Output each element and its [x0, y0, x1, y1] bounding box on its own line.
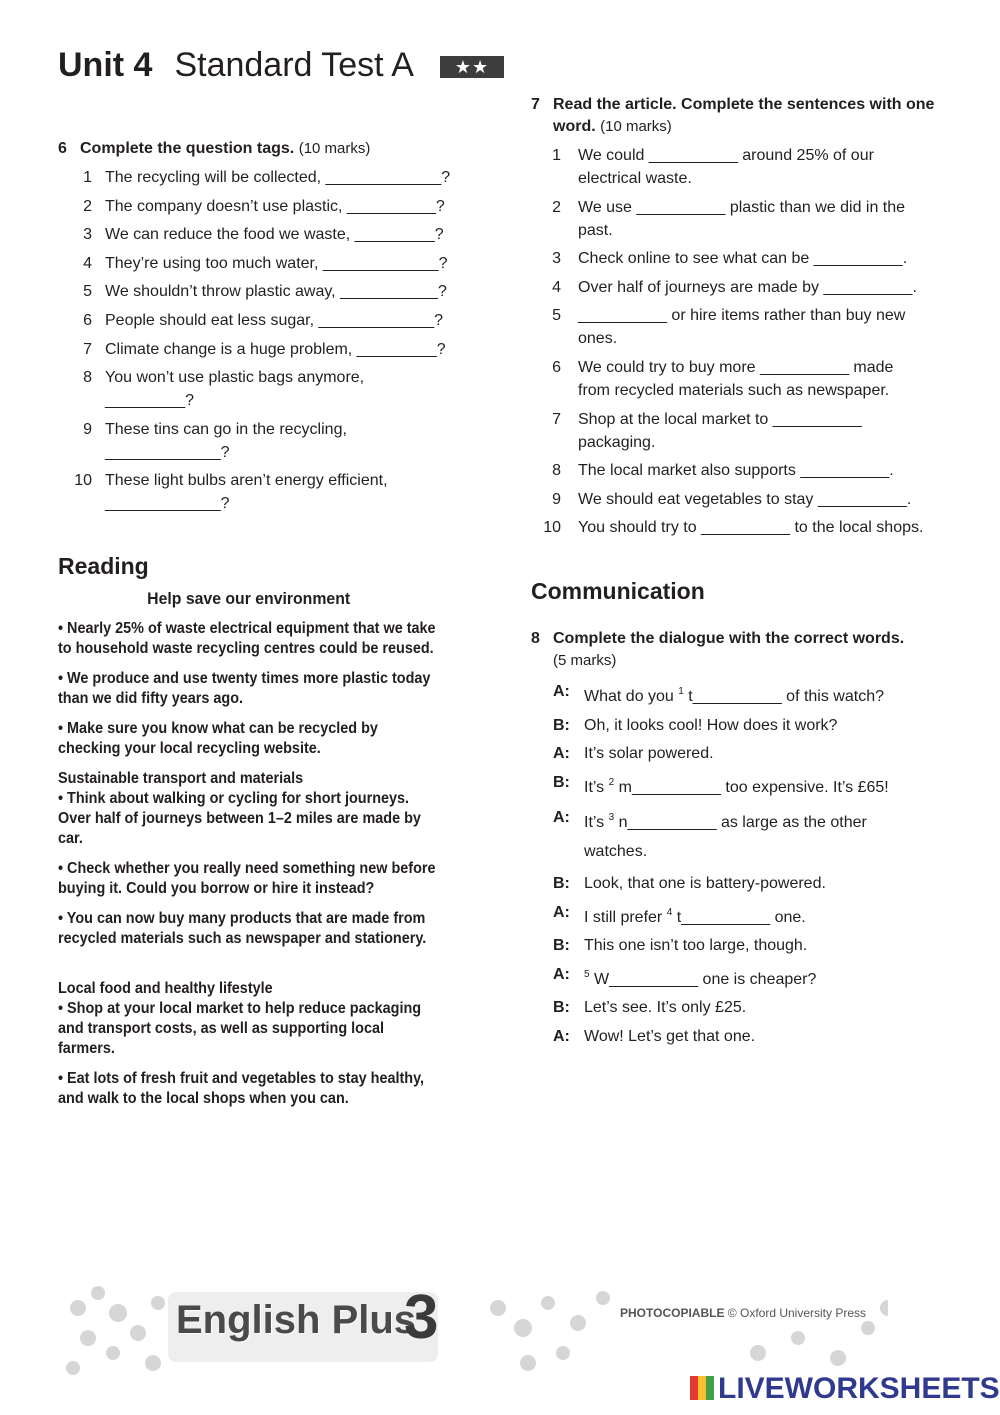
item-number: 5	[552, 307, 561, 325]
question-marks: (5 marks)	[553, 652, 617, 669]
item-number: 6	[552, 358, 561, 376]
article-title: Help save our environment	[147, 589, 351, 608]
question-7-items	[531, 144, 961, 539]
speaker-label: B:	[553, 716, 570, 734]
item-text: People should eat less sugar, _____________?	[105, 311, 444, 329]
question-item[interactable]	[531, 516, 961, 539]
question-6-items	[58, 166, 478, 515]
speaker-label: B:	[553, 773, 570, 791]
question-7-header	[531, 94, 953, 138]
question-6-header	[58, 138, 478, 160]
question-item[interactable]	[531, 276, 961, 299]
speaker-label: A:	[553, 903, 570, 921]
question-item[interactable]	[58, 366, 435, 412]
speaker-label: A:	[553, 683, 570, 700]
line-text: n__________ as large as the other watches.	[584, 814, 867, 860]
line-text: t__________ one.	[672, 908, 806, 926]
dialogue-line[interactable]	[553, 901, 961, 929]
copyright-text: © Oxford University Press	[727, 1306, 867, 1320]
article-paragraph: • You can now buy many products that are made from recycled materials such as newspaper and stationery.	[58, 910, 427, 947]
question-item[interactable]	[58, 252, 478, 275]
item-number: 7	[83, 340, 92, 358]
question-item[interactable]	[531, 247, 961, 270]
line-text: m__________ too expensive. It’s £65!	[614, 778, 889, 796]
line-text: It’s	[584, 814, 609, 832]
gap-number: 2	[608, 776, 615, 788]
question-item[interactable]	[58, 166, 478, 189]
speaker-label: B:	[553, 874, 570, 892]
item-text: Shop at the local market to __________ packaging.	[578, 410, 862, 451]
speaker-label: A:	[553, 745, 570, 763]
line-text: I still prefer	[584, 908, 667, 926]
question-8-header	[531, 628, 961, 672]
speaker-label: A:	[553, 1027, 570, 1045]
item-text: You won’t use plastic bags anymore, _________?	[105, 369, 365, 410]
question-item[interactable]	[531, 356, 923, 402]
item-text: The company doesn’t use plastic, __________?	[105, 197, 445, 215]
gap-number: 4	[666, 906, 673, 918]
article-paragraph: • Check whether you really need something new before buying it. Could you borrow or hire it instead?	[58, 860, 436, 897]
question-7	[531, 94, 961, 545]
line-text: Look, that one is battery-powered.	[584, 874, 826, 892]
question-8	[531, 628, 961, 1054]
item-number: 10	[543, 519, 561, 537]
item-number: 3	[552, 250, 561, 268]
item-text: We shouldn’t throw plastic away, ___________?	[105, 283, 447, 301]
item-number: 2	[552, 198, 561, 216]
item-text: The local market also supports __________.	[578, 462, 894, 480]
question-number: 7	[531, 96, 540, 113]
dialogue-line[interactable]	[553, 680, 961, 708]
item-text: Climate change is a huge problem, _________?	[105, 340, 446, 358]
question-number: 8	[531, 630, 540, 647]
speaker-label: A:	[553, 965, 570, 983]
line-text: W__________ one is cheaper?	[589, 970, 817, 988]
question-item[interactable]	[58, 195, 478, 218]
question-item[interactable]	[531, 488, 961, 511]
item-text: We use __________ plastic than we did in the past.	[578, 198, 906, 239]
item-text: __________ or hire items rather than buy new ones.	[578, 307, 906, 348]
copyright-notice	[620, 1306, 866, 1320]
line-text: Oh, it looks cool! How does it work?	[584, 716, 838, 734]
dialogue-line[interactable]	[553, 996, 961, 1019]
item-number: 7	[552, 410, 561, 428]
speaker-label: A:	[553, 809, 570, 827]
question-instruction: Complete the dialogue with the correct words.	[553, 630, 905, 647]
reading-article	[58, 589, 439, 1119]
liveworksheets-icon	[690, 1376, 714, 1400]
item-number: 8	[552, 462, 561, 480]
question-number: 6	[58, 140, 67, 157]
dialogue-line[interactable]	[553, 714, 961, 737]
item-text: You should try to __________ to the local shops.	[578, 519, 924, 537]
item-number: 4	[552, 278, 561, 296]
article-paragraph: • We produce and use twenty times more plastic today than we did fifty years ago.	[58, 670, 431, 707]
item-number: 1	[552, 147, 561, 164]
question-item[interactable]	[531, 408, 918, 454]
brand-logo: English Plus	[176, 1298, 417, 1342]
item-text: They’re using too much water, _____________?	[105, 254, 448, 272]
dialogue-line[interactable]	[553, 804, 894, 866]
page-title	[58, 46, 414, 85]
gap-number: 1	[678, 686, 684, 697]
brand-number: 3	[404, 1283, 439, 1352]
difficulty-stars-badge: ★★	[440, 56, 504, 78]
item-text: These tins can go in the recycling, _____________?	[105, 420, 347, 461]
line-text: It’s solar powered.	[584, 745, 714, 763]
line-text: It’s	[584, 778, 609, 796]
question-marks: (10 marks)	[600, 118, 672, 135]
watermark-text: LIVEWORKSHEETS	[718, 1372, 1000, 1405]
article-paragraph: • Eat lots of fresh fruit and vegetables to stay healthy, and walk to the local shops when you can.	[58, 1070, 425, 1107]
item-number: 5	[83, 283, 92, 301]
item-number: 1	[83, 169, 92, 186]
item-text: Check online to see what can be __________.	[578, 250, 908, 268]
item-number: 2	[83, 197, 92, 215]
article-paragraph: • Nearly 25% of waste electrical equipment that we take to household waste recycling centres could be reused.	[58, 620, 436, 657]
article-subheading: Local food and healthy lifestyle	[58, 980, 273, 997]
item-text: We could try to buy more __________ made from recycled materials such as newspaper.	[578, 358, 894, 399]
article-subheading: Sustainable transport and materials	[58, 770, 304, 787]
gap-number: 5	[584, 968, 590, 980]
article-paragraph: • Shop at your local market to help reduce packaging and transport costs, as well as supporting local farmers.	[58, 1000, 422, 1057]
line-text: Let’s see. It’s only £25.	[584, 999, 747, 1017]
article-paragraph: • Think about walking or cycling for short journeys. Over half of journeys between 1–2 miles are made by car.	[58, 790, 421, 847]
line-text: Wow! Let’s get that one.	[584, 1027, 756, 1045]
item-text: Over half of journeys are made by __________.	[578, 278, 917, 296]
question-item[interactable]	[531, 459, 961, 482]
question-item[interactable]	[531, 144, 898, 190]
item-number: 6	[83, 311, 92, 329]
line-text: This one isn’t too large, though.	[584, 937, 808, 955]
gap-number: 3	[608, 812, 615, 824]
liveworksheets-logo	[690, 1372, 1000, 1406]
dialogue-line[interactable]	[553, 771, 961, 799]
dialogue	[553, 680, 961, 1048]
item-number: 3	[83, 226, 92, 244]
communication-section-title: Communication	[531, 578, 705, 604]
question-item[interactable]	[58, 309, 478, 332]
item-text: We should eat vegetables to stay __________.	[578, 490, 912, 508]
item-number: 9	[552, 490, 561, 508]
speaker-label: B:	[553, 937, 570, 955]
item-number: 8	[83, 369, 92, 387]
question-6	[58, 138, 478, 521]
dialogue-line[interactable]	[553, 1025, 961, 1048]
question-item[interactable]	[531, 196, 933, 242]
item-text: The recycling will be collected, _____________?	[105, 169, 451, 186]
question-item[interactable]	[58, 418, 435, 464]
question-item[interactable]	[58, 469, 455, 515]
item-text: We can reduce the food we waste, _________?	[105, 226, 444, 244]
speaker-label: B:	[553, 999, 570, 1017]
line-text: t__________ of this watch?	[683, 688, 884, 705]
question-item[interactable]	[531, 304, 933, 350]
question-item[interactable]	[58, 223, 478, 246]
item-number: 9	[83, 420, 92, 438]
reading-section-title: Reading	[58, 553, 149, 579]
question-instruction: Complete the question tags.	[80, 140, 295, 157]
question-instruction: Read the article. Complete the sentences with one word.	[553, 96, 935, 135]
item-number: 4	[83, 254, 92, 272]
line-text: What do you	[584, 688, 679, 705]
test-label: Standard Test A	[174, 46, 414, 84]
dialogue-line[interactable]	[553, 872, 961, 895]
question-item[interactable]	[58, 338, 478, 361]
dialogue-line[interactable]	[553, 963, 961, 991]
dialogue-line[interactable]	[553, 934, 961, 957]
item-text: These light bulbs aren’t energy efficient, _____________?	[105, 472, 388, 513]
question-item[interactable]	[58, 280, 478, 303]
article-paragraph: • Make sure you know what can be recycled by checking your local recycling website.	[58, 720, 378, 757]
question-marks: (10 marks)	[298, 140, 371, 157]
item-number: 10	[74, 472, 92, 490]
photocopiable-label: PHOTOCOPIABLE	[620, 1306, 725, 1320]
item-text: We could __________ around 25% of our electrical waste.	[578, 147, 874, 187]
unit-label: Unit 4	[58, 46, 153, 84]
dialogue-line[interactable]	[553, 742, 961, 765]
footer-banner	[58, 1268, 888, 1388]
